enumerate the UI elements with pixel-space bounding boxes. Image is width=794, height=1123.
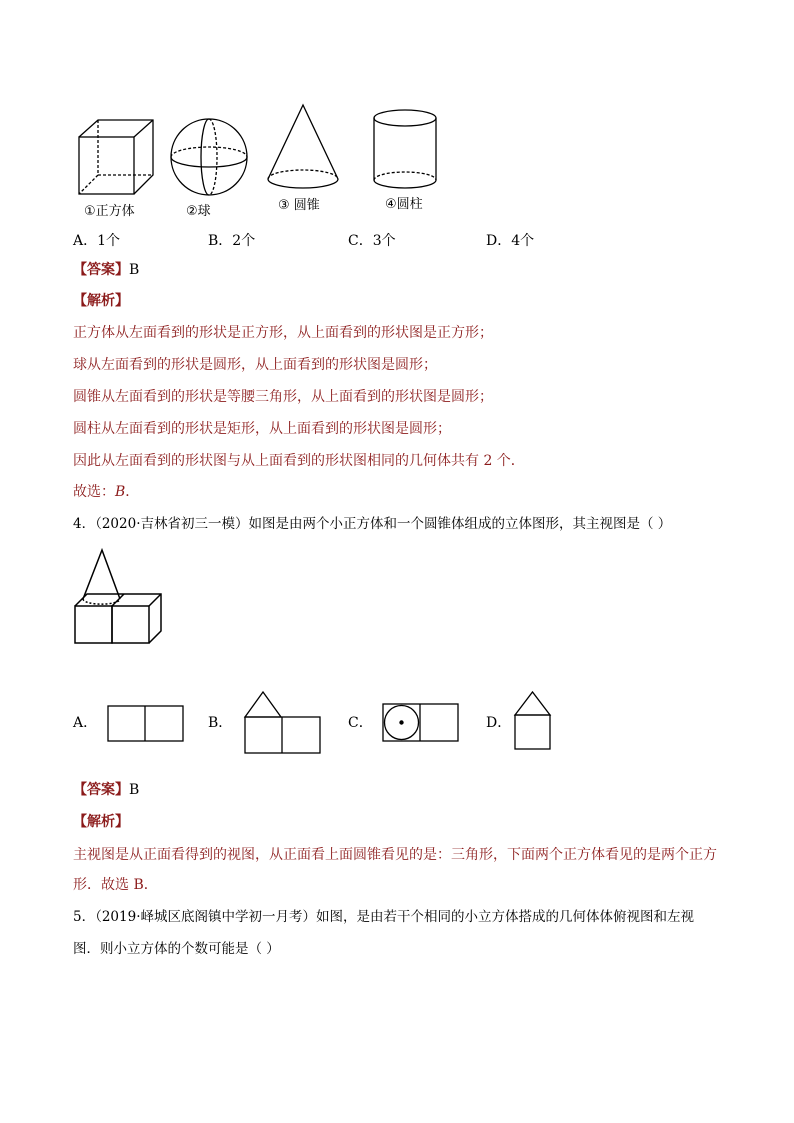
answer-tag: 【答案】: [73, 262, 129, 278]
q4-option-a-label: A．: [73, 715, 98, 731]
choose-prefix: 故选：: [73, 484, 115, 500]
q4-answer: [73, 780, 139, 800]
q4-option-b-figure: [244, 690, 324, 756]
q3-option-c: C．3个: [348, 233, 396, 249]
q5-stem-line: 图．则小立方体的个数可能是（ ）: [73, 941, 280, 957]
q4-solid-figure: [73, 548, 165, 646]
q4-analysis-line: 主视图是从正面看得到的视图，从正面看上面圆锥看见的是：三角形，下面两个正方体看见的是两个正方: [73, 847, 717, 863]
cube-caption: ①正方体: [84, 204, 135, 219]
cone-figure: [265, 103, 345, 191]
sphere-figure: [169, 117, 249, 197]
q4-option-c-label: C．: [348, 715, 373, 731]
choose-suffix: ．: [125, 484, 140, 500]
q4-analysis-tag: 【解析】: [73, 814, 129, 830]
q3-answer: [73, 260, 139, 280]
cone-caption: ③ 圆锥: [278, 198, 320, 213]
q4-analysis-line: 形．故选 B．: [73, 877, 158, 893]
q4-option-d-figure: [513, 690, 555, 752]
choose-value: B: [115, 484, 126, 500]
q3-option-d: D．4个: [486, 233, 535, 249]
answer-tag: 【答案】: [73, 782, 129, 798]
q4-option-a-figure: [107, 705, 185, 743]
q4-stem: 4．（2020·吉林省初三一模）如图是由两个小正方体和一个圆锥体组成的立体图形，其主视图是（ ）: [73, 516, 672, 532]
q3-analysis-line: 因此从左面看到的形状图与从上面看到的形状图相同的几何体共有 2 个．: [73, 453, 525, 469]
sphere-caption: ②球: [186, 204, 211, 219]
q3-analysis-tag: 【解析】: [73, 293, 129, 309]
q4-option-d-label: D．: [486, 715, 512, 731]
q3-choose: [73, 482, 139, 502]
q3-analysis-line: 球从左面看到的形状是圆形，从上面看到的形状图是圆形；: [73, 357, 437, 373]
cube-figure: [76, 117, 156, 197]
q4-option-c-figure: [382, 703, 460, 743]
q3-analysis-line: 正方体从左面看到的形状是正方形，从上面看到的形状图是正方形；: [73, 325, 493, 341]
q5-stem-line: 5．（2019·峄城区底阁镇中学初一月考）如图，是由若干个相同的小立方体搭成的几何体体俯视图和左视: [73, 909, 694, 925]
q3-option-b: B．2个: [208, 233, 256, 249]
cylinder-figure: [372, 108, 438, 192]
q4-option-b-label: B．: [208, 715, 233, 731]
q3-analysis-line: 圆锥从左面看到的形状是等腰三角形，从上面看到的形状图是圆形；: [73, 389, 493, 405]
q3-option-a: A．1个: [73, 233, 121, 249]
answer-value: B: [129, 262, 140, 278]
q3-analysis-line: 圆柱从左面看到的形状是矩形，从上面看到的形状图是圆形；: [73, 421, 451, 437]
answer-value: B: [129, 782, 140, 798]
cylinder-caption: ④圆柱: [385, 197, 423, 212]
